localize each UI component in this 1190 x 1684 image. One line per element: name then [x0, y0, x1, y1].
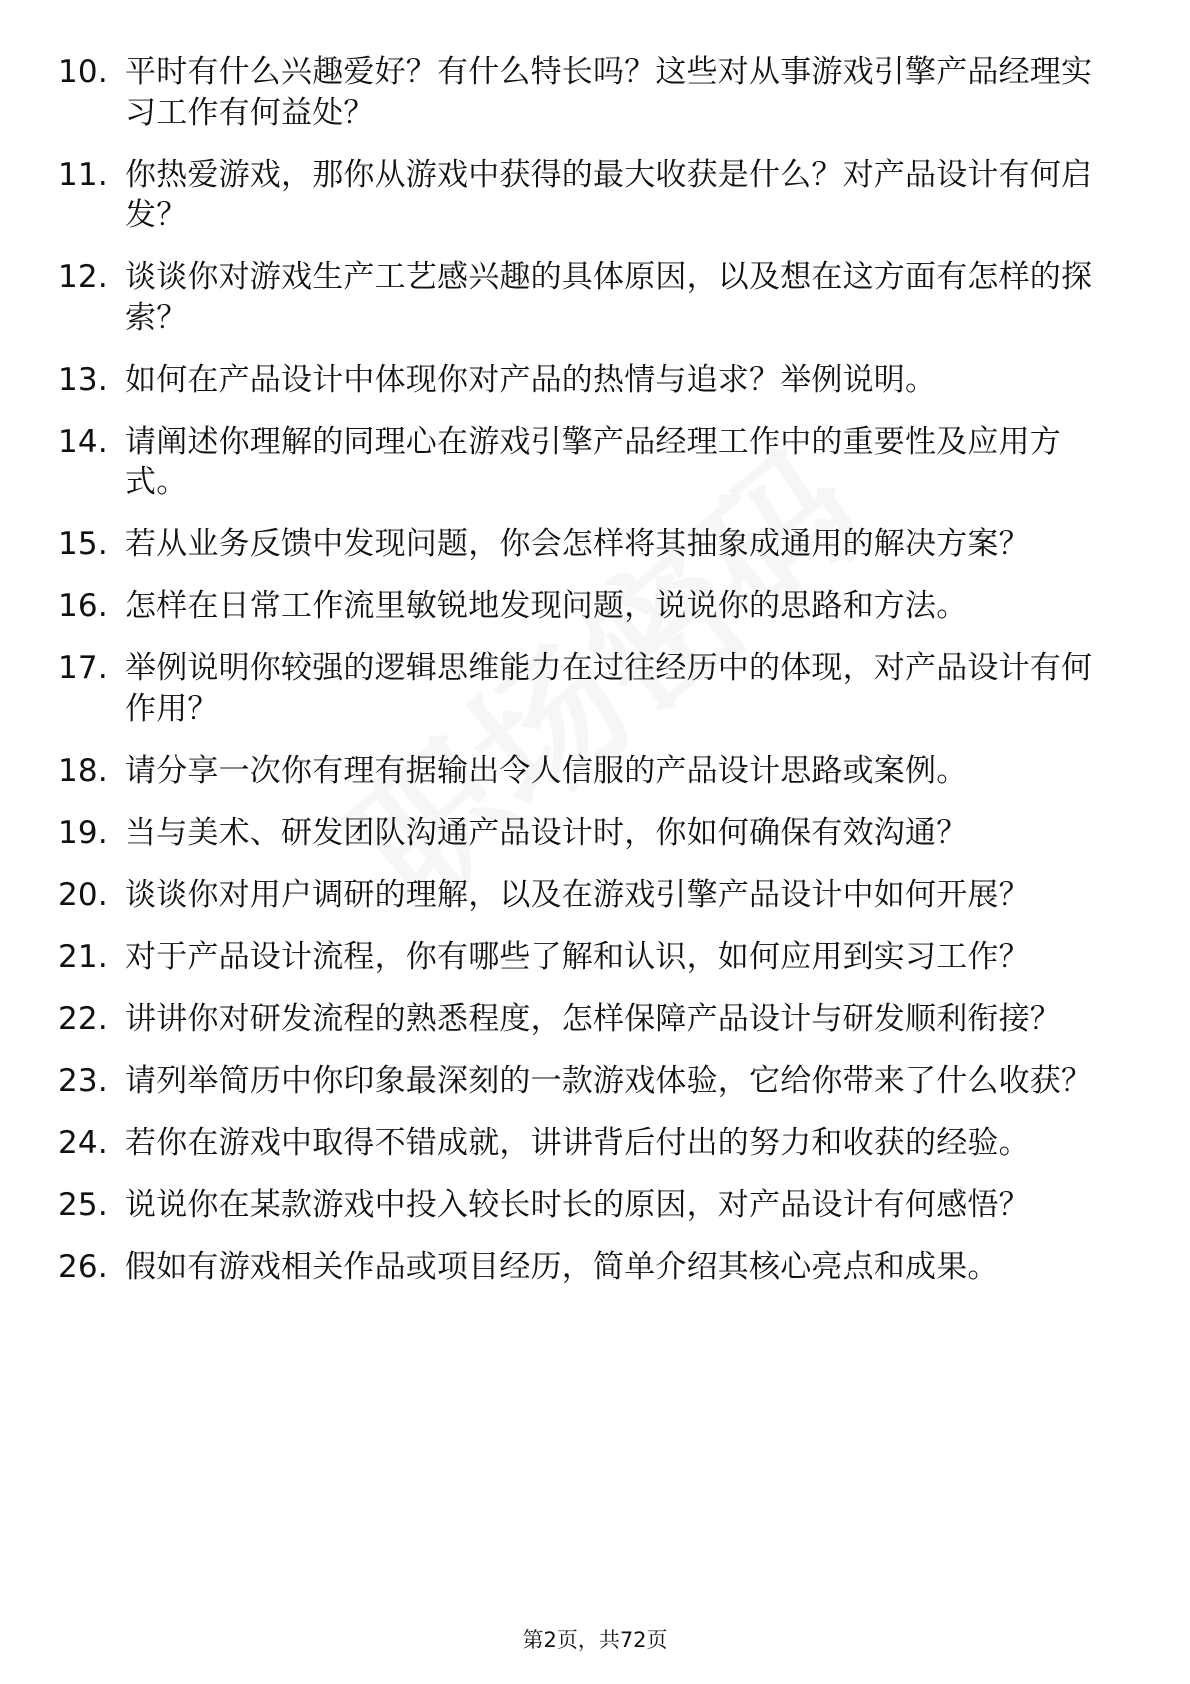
question-item-12 [58, 257, 1118, 338]
question-number: 11. [58, 156, 108, 193]
question-text: 若你在游戏中取得不错成就，讲讲背后付出的努力和收获的经验。 [125, 1124, 1030, 1161]
question-text: 怎样在日常工作流里敏锐地发现问题，说说你的思路和方法。 [125, 588, 968, 624]
question-number: 20. [58, 876, 108, 913]
question-number: 15. [58, 526, 108, 562]
question-text: 举例说明你较强的逻辑思维能力在过往经历中的体现，对产品设计有何作用？ [125, 650, 1093, 727]
question-number: 25. [58, 1186, 108, 1223]
question-number: 22. [58, 1000, 108, 1037]
question-number: 17. [58, 650, 108, 686]
page-footer: 第2页，共72页 [522, 1628, 668, 1652]
question-number: 13. [58, 361, 108, 398]
question-number: 14. [58, 423, 108, 460]
question-text: 请分享一次你有理有据输出令人信服的产品设计思路或案例。 [125, 752, 968, 789]
question-item-18 [58, 751, 1118, 792]
question-item-22 [58, 999, 1118, 1040]
question-number: 18. [58, 752, 108, 789]
question-text: 说说你在某款游戏中投入较长时长的原因，对产品设计有何感悟？ [125, 1186, 1030, 1223]
question-text: 讲讲你对研发流程的熟悉程度，怎样保障产品设计与研发顺利衔接？ [125, 1000, 1061, 1037]
question-text: 若从业务反馈中发现问题，你会怎样将其抽象成通用的解决方案？ [125, 526, 1030, 562]
question-number: 12. [58, 259, 108, 295]
question-item-13 [58, 360, 1118, 401]
question-item-14 [58, 422, 1118, 503]
question-item-15 [58, 524, 1118, 565]
question-text: 谈谈你对用户调研的理解，以及在游戏引擎产品设计中如何开展？ [125, 876, 1030, 913]
question-number: 19. [58, 814, 108, 851]
question-item-11 [58, 155, 1118, 236]
question-text: 假如有游戏相关作品或项目经历，简单介绍其核心亮点和成果。 [125, 1248, 999, 1285]
question-item-17 [58, 648, 1118, 729]
question-number: 23. [58, 1062, 108, 1099]
question-item-21 [58, 937, 1118, 978]
question-text: 你热爱游戏，那你从游戏中获得的最大收获是什么？对产品设计有何启发？ [125, 156, 1093, 233]
question-number: 24. [58, 1124, 108, 1161]
question-text: 谈谈你对游戏生产工艺感兴趣的具体原因，以及想在这方面有怎样的探索？ [125, 259, 1093, 336]
question-number: 16. [58, 588, 108, 624]
question-item-24 [58, 1123, 1118, 1164]
question-item-26 [58, 1247, 1118, 1288]
question-text: 对于产品设计流程，你有哪些了解和认识，如何应用到实习工作？ [125, 938, 1030, 975]
question-item-25 [58, 1185, 1118, 1226]
question-text: 如何在产品设计中体现你对产品的热情与追求？举例说明。 [125, 361, 937, 398]
question-item-19 [58, 813, 1118, 854]
question-text: 请阐述你理解的同理心在游戏引擎产品经理工作中的重要性及应用方式。 [125, 423, 1061, 500]
question-number: 21. [58, 938, 108, 975]
question-text: 当与美术、研发团队沟通产品设计时，你如何确保有效沟通？ [125, 814, 968, 851]
question-number: 10. [58, 54, 108, 90]
question-number: 26. [58, 1248, 108, 1285]
question-item-16 [58, 586, 1118, 627]
question-text: 请列举简历中你印象最深刻的一款游戏体验，它给你带来了什么收获？ [125, 1062, 1093, 1099]
question-item-10 [58, 52, 1118, 133]
question-item-23 [58, 1061, 1118, 1102]
question-list [58, 52, 1118, 1309]
question-item-20 [58, 875, 1118, 916]
question-text: 平时有什么兴趣爱好？有什么特长吗？这些对从事游戏引擎产品经理实习工作有何益处？ [125, 54, 1093, 131]
